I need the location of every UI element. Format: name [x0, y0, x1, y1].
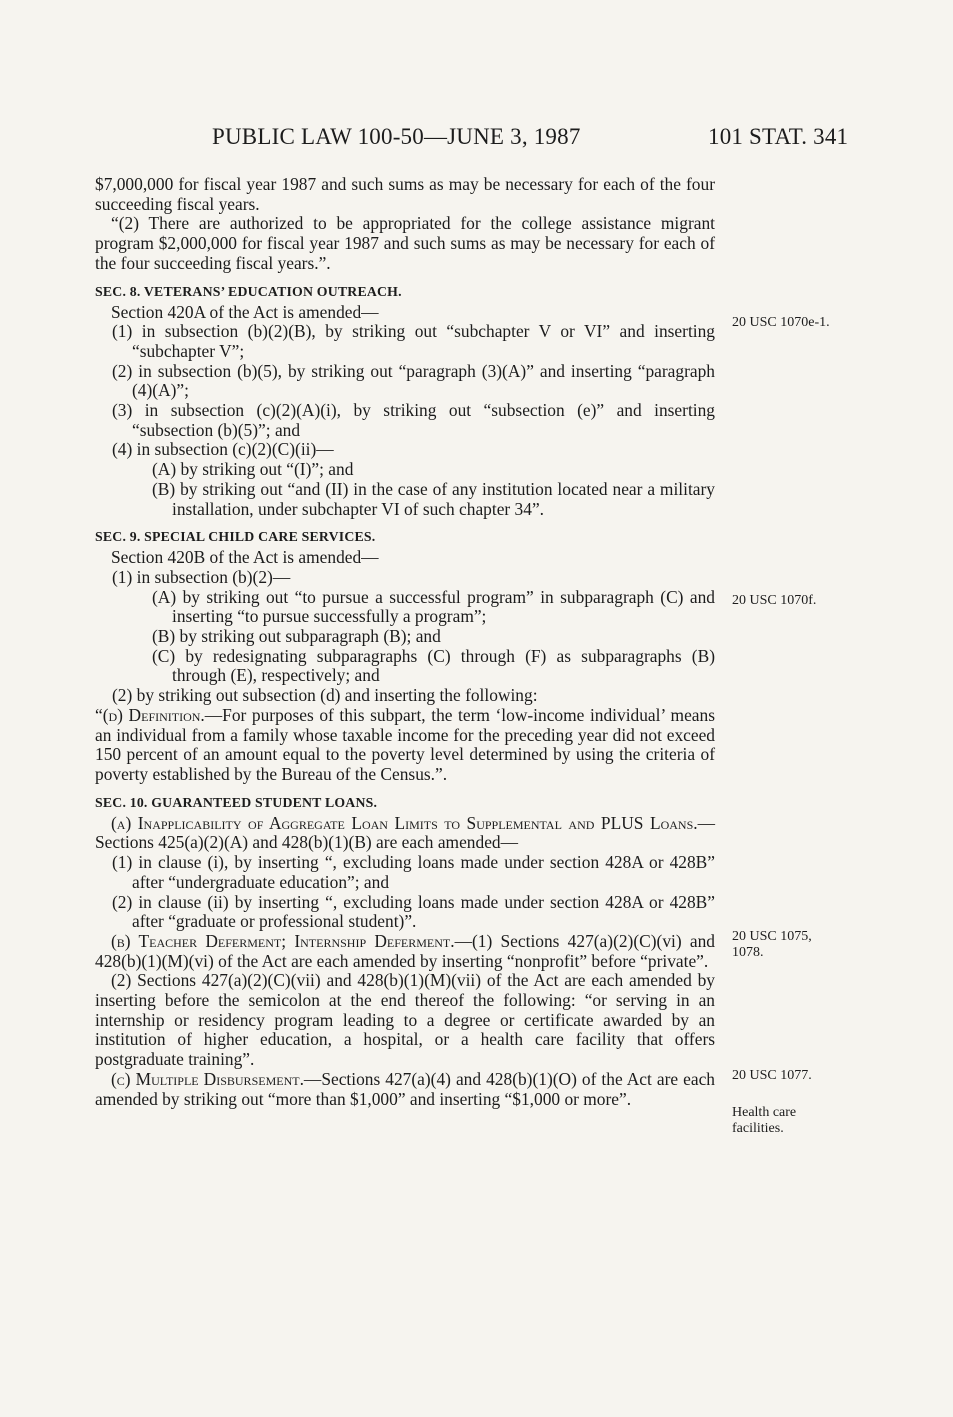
- definition-heading: “(d) Definition.: [95, 704, 205, 725]
- paragraph-continuation: $7,000,000 for fiscal year 1987 and such sums as may be necessary for each of the four succeeding fiscal years.: [95, 174, 715, 214]
- margin-note-line: 1078.: [732, 945, 764, 960]
- subsection-b-text: —(1) Sections 427(a)(2)(C)(vi) and 428(b)(1)(M)(vi) of the Act are each amended by inserting “nonprofit” before “private”.: [95, 930, 715, 971]
- subsection-c-heading: (c) Multiple Disbursement.: [111, 1068, 304, 1089]
- section-9-item-1c: (C) by redesignating subparagraphs (C) through (F) as subparagraphs (B) through (E), respectively; and: [152, 645, 715, 686]
- section-8-item-3: (3) in subsection (c)(2)(A)(i), by striking out “subsection (e)” and inserting “subsection (b)(5)”; and: [112, 400, 715, 440]
- section-8-item-4: (4) in subsection (c)(2)(C)(ii)—: [112, 439, 334, 460]
- subsection-c-text: —Sections 427(a)(4) and 428(b)(1)(O) of the Act are each amended by striking out “more than $1,000” and inserting “$1,000 or more”.: [95, 1068, 715, 1109]
- paragraph-appropriation: “(2) There are authorized to be appropriated for the college assistance migrant program $2,000,000 for fiscal year 1987 and such sums as may be necessary for each of the four succeeding fiscal years.”.: [95, 213, 715, 273]
- section-8-item-4a: (A) by striking out “(I)”; and: [152, 459, 354, 480]
- section-9-item-1a: (A) by striking out “to pursue a successful program” in subparagraph (C) and inserting “to pursue successfully a program”;: [152, 586, 715, 627]
- definition-text: —For purposes of this subpart, the term ‘low-income individual’ means an individual from a family whose taxable income for the preceding year did not exceed 150 percent of an amount equal to the poverty level determined by using the criteria of poverty established by the Bureau of the Census.”.: [95, 704, 715, 784]
- section-10-a-item-2: (2) in clause (ii) by inserting “, excluding loans made under section 428A or 428B” after “graduate or professional student)”.: [112, 891, 715, 932]
- subsection-a-heading: (a) Inapplicability of Aggregate Loan Limits to Supplemental and PLUS Loans.: [111, 812, 698, 833]
- margin-note-usc-1070e-1: 20 USC 1070e-1.: [732, 315, 830, 330]
- section-10-subsection-b: [95, 932, 715, 971]
- section-8-item-2: (2) in subsection (b)(5), by striking out “paragraph (3)(A)” and inserting “paragraph (4)(A)”;: [112, 360, 715, 401]
- section-10-heading: SEC. 10. GUARANTEED STUDENT LOANS.: [95, 794, 378, 810]
- page-header-title: PUBLIC LAW 100-50—JUNE 3, 1987: [212, 124, 581, 149]
- section-8-intro: Section 420A of the Act is amended—: [111, 301, 379, 322]
- margin-note-health-care-facilities: [732, 1105, 796, 1137]
- margin-note-line: Health care: [732, 1105, 797, 1120]
- section-8-item-4b: (B) by striking out “and (II) in the case of any institution located near a military installation, under subchapter VI of such chapter 34”.: [152, 478, 715, 519]
- subsection-a-text: —Sections 425(a)(2)(A) and 428(b)(1)(B) are each amended—: [95, 812, 715, 853]
- section-10-subsection-a: [95, 814, 715, 853]
- section-8-heading: SEC. 8. VETERANS’ EDUCATION OUTREACH.: [95, 283, 402, 299]
- document-body: [95, 175, 715, 1109]
- section-9-intro: Section 420B of the Act is amended—: [111, 547, 379, 568]
- section-9-item-2: (2) by striking out subsection (d) and inserting the following:: [112, 685, 538, 706]
- section-9-item-1: (1) in subsection (b)(2)—: [112, 566, 291, 587]
- margin-note-usc-1077: 20 USC 1077.: [732, 1068, 812, 1083]
- margin-note-usc-1075: [732, 929, 812, 961]
- margin-note-line: 20 USC 1075,: [732, 929, 812, 944]
- section-9-item-1b: (B) by striking out subparagraph (B); and: [152, 626, 441, 647]
- section-9-definition: [95, 706, 715, 785]
- section-10-subsection-c: [95, 1070, 715, 1109]
- page-header-stat-citation: 101 STAT. 341: [708, 124, 849, 149]
- margin-note-usc-1070f: 20 USC 1070f.: [732, 593, 817, 608]
- section-10-a-item-1: (1) in clause (i), by inserting “, excluding loans made under section 428A or 428B” after “undergraduate education”; and: [112, 852, 715, 892]
- subsection-b-heading: (b) Teacher Deferment; Internship Deferment.: [111, 930, 455, 951]
- section-10-b-item-2: (2) Sections 427(a)(2)(C)(vii) and 428(b)(1)(M)(vii) of the Act are each amended by inserting before the semicolon at the end thereof the following: “or serving in an internship or residency program leading to a degree or certificate awarded by an institution of higher education, a hospital, or a health care facility that offers postgraduate training”.: [95, 970, 715, 1070]
- margin-note-line: facilities.: [732, 1121, 784, 1136]
- section-8-item-1: (1) in subsection (b)(2)(B), by striking out “subchapter V or VI” and inserting “subchapter V”;: [112, 321, 715, 361]
- section-9-heading: SEC. 9. SPECIAL CHILD CARE SERVICES.: [95, 529, 376, 545]
